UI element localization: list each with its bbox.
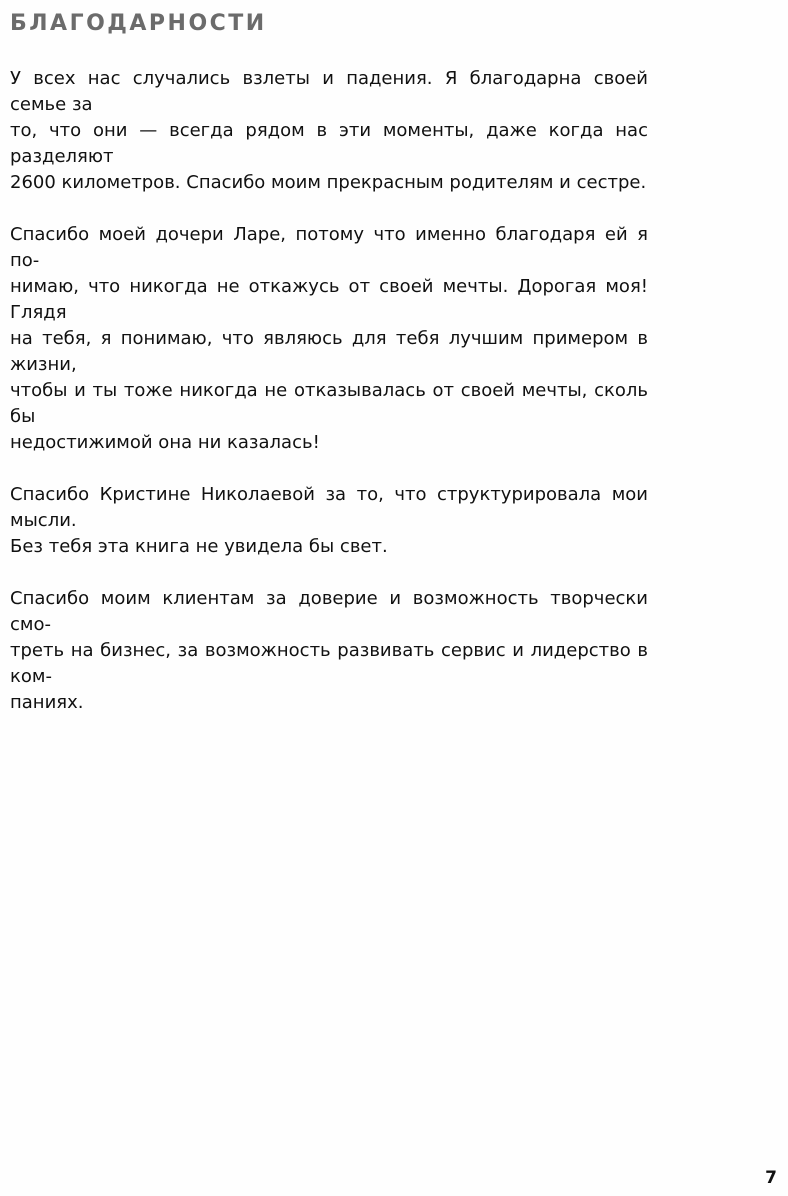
paragraph-family: У всех нас случались взлеты и падения. Я благодарна своей семье за то, что они — всегда рядом в эти моменты, даже когда нас разделяют 2600 километров. Спасибо моим прекрасным родителям и сестре. (10, 68, 648, 193)
acknowledgements-body (10, 66, 648, 742)
paragraph-clients: Спасибо моим клиентам за доверие и возможность творчески смо- треть на бизнес, за возможность развивать сервис и лидерство в ком- паниях. (10, 588, 648, 713)
paragraph-daughter: Спасибо моей дочери Ларе, потому что именно благодаря ей я по- нимаю, что никогда не откажусь от своей мечты. Дорогая моя! Глядя на тебя, я понимаю, что являюсь для тебя лучшим примером в жизни, чтобы и ты тоже никогда не отказывалась от своей мечты, сколь бы недостижимой она ни казалась! (10, 224, 648, 453)
paragraph-editor: Спасибо Кристине Николаевой за то, что структурировала мои мысли. Без тебя эта книга не увидела бы свет. (10, 484, 648, 557)
page-title: БЛАГОДАРНОСТИ (10, 11, 267, 36)
page-number: 7 (765, 1168, 777, 1188)
